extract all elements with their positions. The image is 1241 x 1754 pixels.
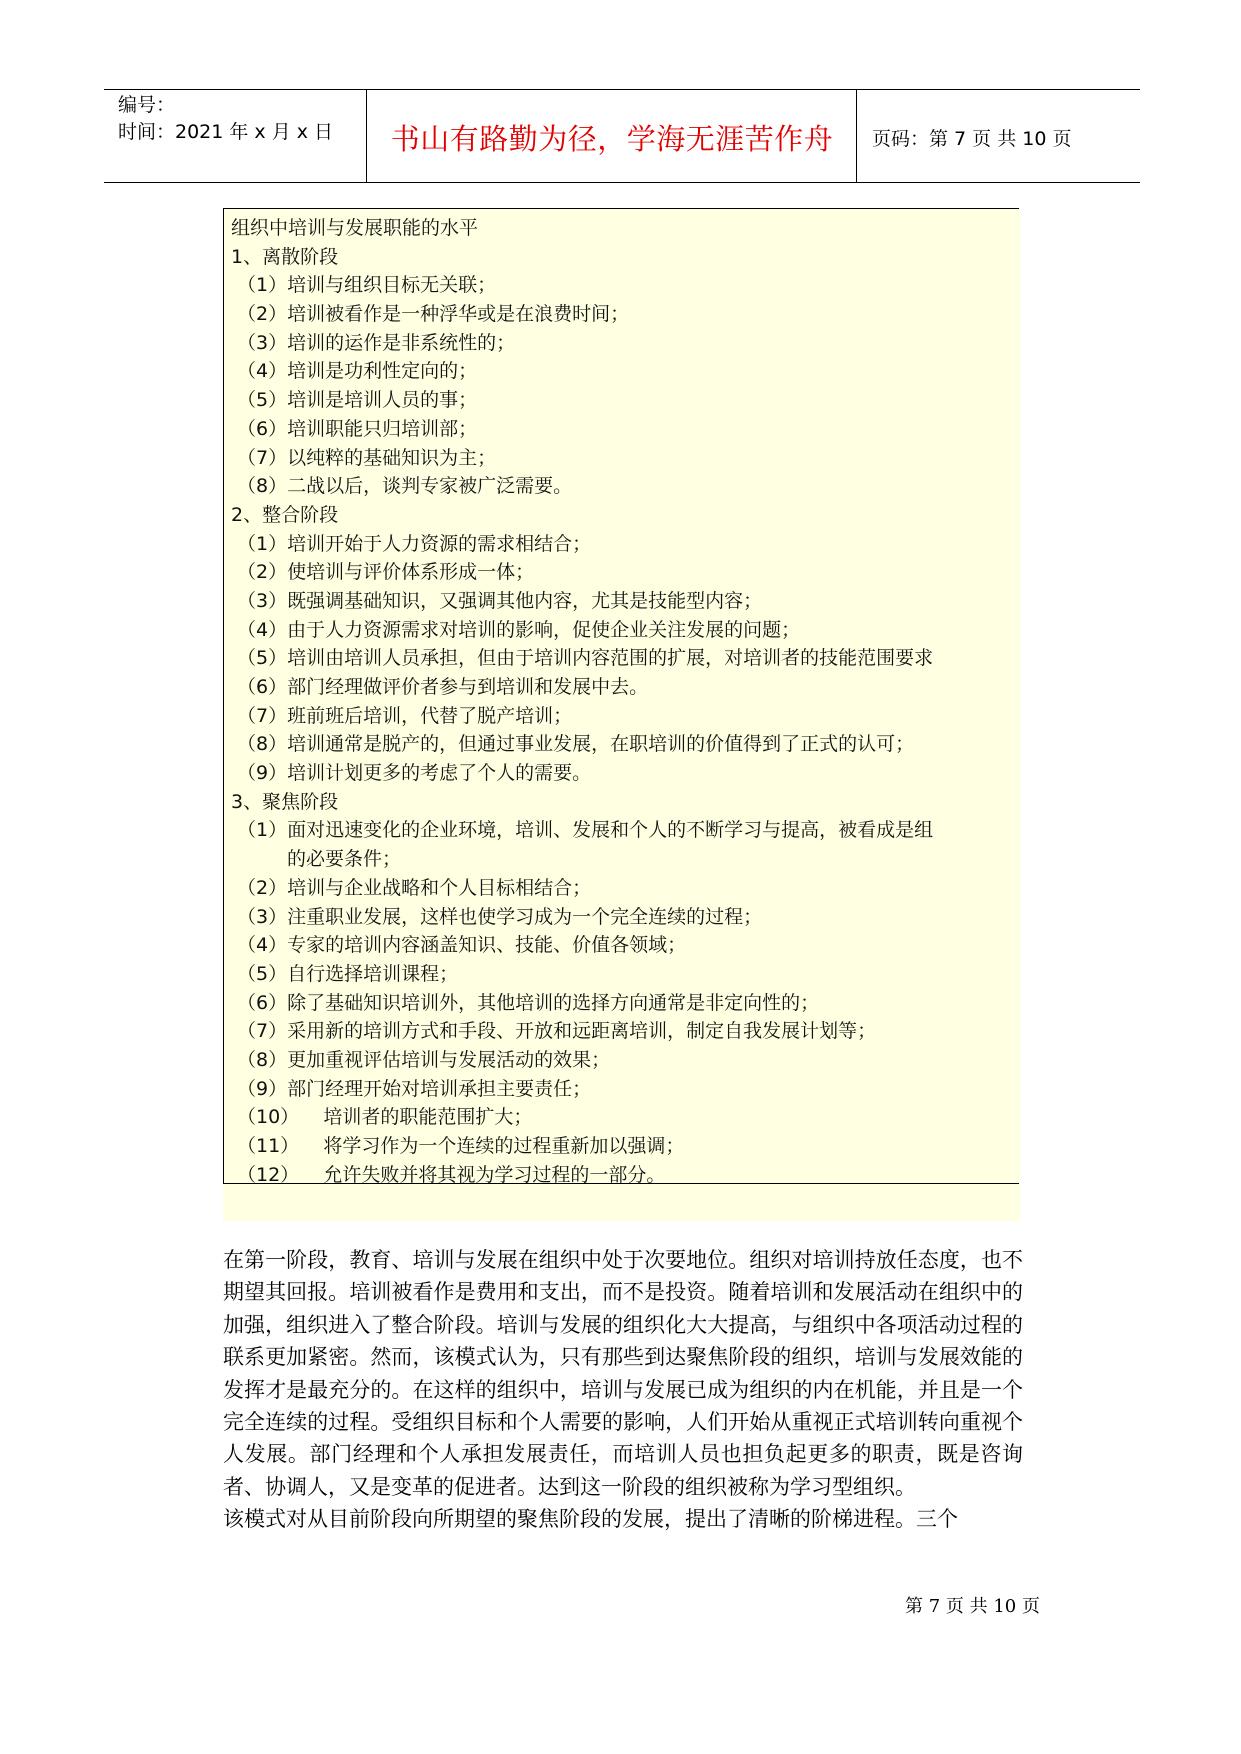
figure-item: （8）培训通常是脱产的，但通过事业发展，在职培训的价值得到了正式的认可；	[237, 733, 915, 756]
figure-item: （8）二战以后，谈判专家被广泛需要。	[237, 475, 573, 498]
figure-item: （4）专家的培训内容涵盖知识、技能、价值各领域；	[237, 934, 687, 957]
figure-item: （2）培训被看作是一种浮华或是在浪费时间；	[237, 303, 630, 326]
figure-item: （7）班前班后培训，代替了脱产培训；	[237, 704, 573, 727]
figure-item: （9）部门经理开始对培训承担主要责任；	[237, 1077, 592, 1100]
figure-item: （1）面对迅速变化的企业环境，培训、发展和个人的不断学习与提高，被看成是组	[237, 819, 934, 842]
figure-item: （1）培训开始于人力资源的需求相结合；	[237, 532, 592, 555]
figure-text	[231, 214, 1020, 1189]
figure-item: （1）培训与组织目标无关联；	[237, 274, 497, 297]
body-paragraph: 在第一阶段，教育、培训与发展在组织中处于次要地位。组织对培训持放任态度，也不期望其回报。培训被看作是费用和支出，而不是投资。随着培训和发展活动在组织中的加强，组织进入了整合阶段。培训与发展的组织化大大提高，与组织中各项活动过程的联系更加紧密。然而，该模式认为，只有那些到达聚焦阶段的组织，培训与发展效能的发挥才是最充分的。在这样的组织中，培训与发展已成为组织的内在机能，并且是一个完全连续的过程。受组织目标和个人需要的影响，人们开始从重视正式培训转向重视个人发展。部门经理和个人承担发展责任，而培训人员也担负起更多的职责，既是咨询者、协调人，又是变革的促进者。达到这一阶段的组织被称为学习型组织。	[223, 1248, 1023, 1499]
figure-item: （2）使培训与评价体系形成一体；	[237, 561, 535, 584]
figure-item: （3）培训的运作是非系统性的；	[237, 331, 516, 354]
header-top-rule	[104, 89, 1140, 90]
header-bottom-rule	[104, 182, 1140, 183]
figure-item: （5）培训由培训人员承担，但由于培训内容范围的扩展，对培训者的技能范围要求	[237, 647, 934, 670]
stage-heading: 2、整合阶段	[231, 503, 339, 526]
header-page-label: 页码：第 7 页 共 10 页	[872, 127, 1072, 150]
body-text	[223, 1244, 1023, 1536]
number-label: 编号：	[118, 94, 176, 116]
figure-item: （6）培训职能只归培训部；	[237, 417, 478, 440]
figure-item: （10） 培训者的职能范围扩大；	[237, 1106, 533, 1129]
figure-item: （5）自行选择培训课程；	[237, 962, 459, 985]
figure-item: （7）采用新的培训方式和手段、开放和远距离培训，制定自我发展计划等；	[237, 1020, 877, 1043]
training-levels-figure	[223, 208, 1020, 1221]
figure-item: （5）培训是培训人员的事；	[237, 389, 478, 412]
figure-title: 组织中培训与发展职能的水平	[231, 217, 479, 239]
figure-item: （6）部门经理做评价者参与到培训和发展中去。	[237, 676, 649, 698]
body-paragraph: 该模式对从目前阶段向所期望的聚焦阶段的发展，提出了清晰的阶梯进程。三个	[223, 1507, 958, 1532]
header-divider-left	[366, 90, 367, 182]
figure-item: （6）除了基础知识培训外，其他培训的选择方向通常是非定向性的；	[237, 991, 820, 1014]
header-motto: 书山有路勤为径，学海无涯苦作舟	[390, 121, 834, 156]
figure-item: （4）培训是功利性定向的；	[237, 360, 478, 383]
stage-heading: 3、聚焦阶段	[231, 790, 339, 813]
page-footer: 第 7 页 共 10 页	[905, 1596, 1040, 1617]
date-label: 时间：2021 年 x 月 x 日	[118, 121, 334, 143]
figure-item: （9）培训计划更多的考虑了个人的需要。	[237, 762, 592, 785]
header-meta	[118, 92, 333, 146]
figure-item: （12） 允许失败并将其视为学习过程的一部分。	[237, 1163, 666, 1186]
figure-item: （3）既强调基础知识，又强调其他内容，尤其是技能型内容；	[237, 589, 763, 612]
figure-item: （11） 将学习作为一个连续的过程重新加以强调；	[237, 1135, 685, 1157]
header-divider-right	[856, 90, 857, 182]
figure-item: （8）更加重视评估培训与发展活动的效果；	[237, 1048, 611, 1071]
figure-item: （4）由于人力资源需求对培训的影响，促使企业关注发展的问题；	[237, 618, 801, 641]
stage-heading: 1、离散阶段	[231, 245, 339, 268]
figure-item: （3）注重职业发展，这样也使学习成为一个完全连续的过程；	[237, 905, 763, 928]
figure-item: （2）培训与企业战略和个人目标相结合；	[237, 876, 592, 899]
figure-item: （7）以纯粹的基础知识为主；	[237, 446, 497, 469]
figure-item-continuation: 的必要条件；	[287, 848, 402, 871]
